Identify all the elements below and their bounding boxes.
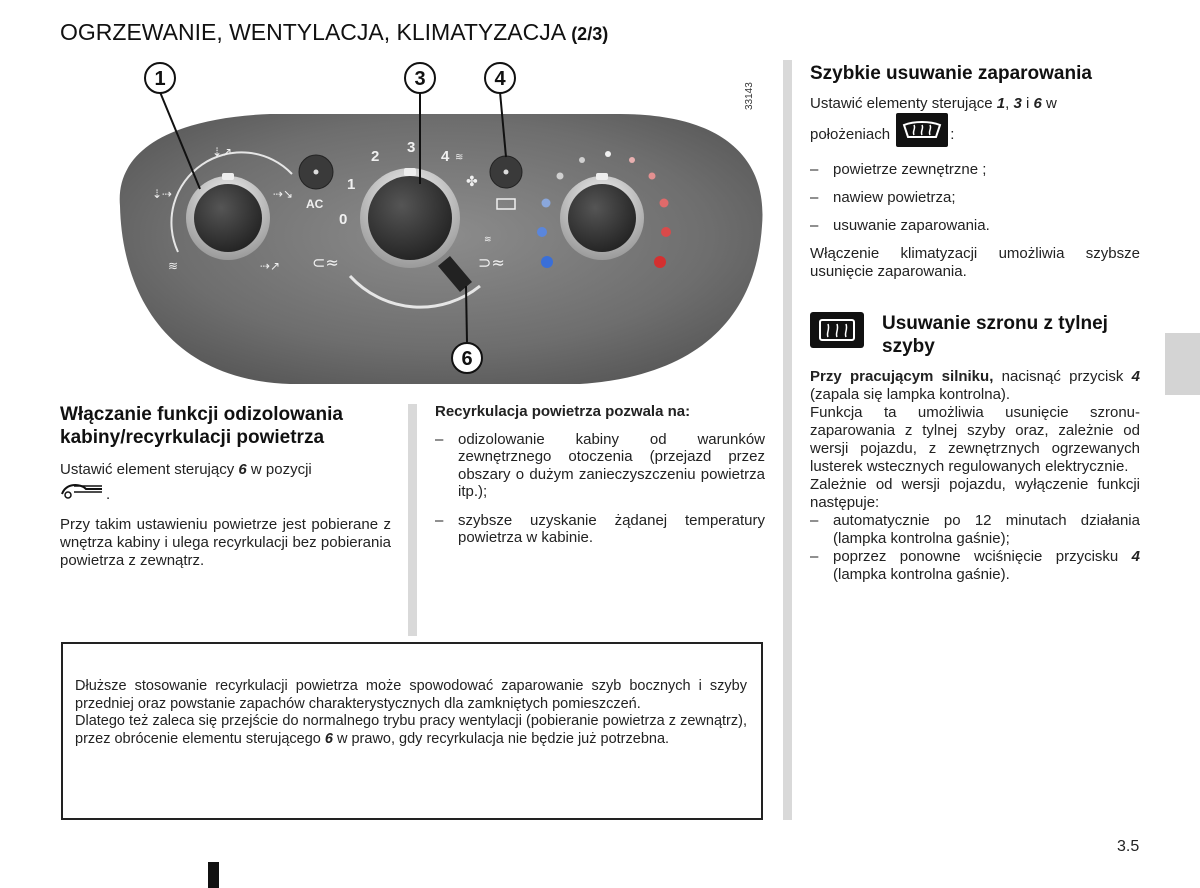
callout-4 bbox=[485, 63, 515, 93]
rear-defrost-icon bbox=[810, 312, 864, 348]
recirculation-benefits bbox=[435, 403, 765, 558]
benefits-lead: Recyrkulacja powietrza pozwala na: bbox=[435, 403, 691, 420]
instruction-text-end: w pozycji bbox=[246, 461, 312, 478]
lead-text-end: (zapala się lampka kontrolna). bbox=[810, 386, 1011, 403]
warning-note-box bbox=[61, 642, 763, 820]
callout-1-label: 1 bbox=[154, 68, 166, 90]
fast-defog-section bbox=[810, 62, 1140, 281]
windscreen-defrost-icon: ≋ bbox=[168, 259, 179, 273]
callout-3-label: 3 bbox=[414, 68, 426, 90]
list-item bbox=[810, 548, 1140, 584]
control-number-4-again: 4 bbox=[1131, 548, 1140, 565]
column-divider-1 bbox=[408, 404, 417, 636]
colon: : bbox=[950, 126, 955, 143]
recirculation-description: Przy takim ustawieniu powietrze jest pobierane z wnętrza kabiny i ulega recyrkulacji bez pobierania powietrza z zewnątrz. bbox=[60, 516, 391, 569]
note-control-number: 6 bbox=[324, 730, 333, 747]
recirculation-title: Włączanie funkcji odizolowania kabiny/recyrkulacji powietrza bbox=[60, 404, 343, 448]
recirculation-position-icon bbox=[60, 479, 106, 499]
note-paragraph-1: Dłuższe stosowanie recyrkulacji powietrza może spowodować zaparowanie szyb bocznych i szyby przedniej oraz powstanie zapachów charakterystycznych dla zamkniętych pomieszczeń. bbox=[75, 678, 747, 712]
control-number-4: 4 bbox=[1131, 368, 1140, 385]
crop-mark bbox=[208, 862, 219, 888]
fan-speed-4: 4 bbox=[441, 148, 450, 165]
list-item: – powietrze zewnętrzne ; bbox=[810, 161, 1140, 179]
list-item: – szybsze uzyskanie żądanej temperatury powietrza w kabinie. bbox=[435, 512, 765, 547]
floor-defrost-icon: ⇢↗ bbox=[260, 259, 281, 273]
callout-6-label: 6 bbox=[461, 348, 473, 370]
note-text-end: w prawo, gdy recyrkulacja nie będzie już potrzebna. bbox=[332, 730, 670, 747]
ac-button[interactable] bbox=[299, 155, 333, 189]
ac-label: AC bbox=[306, 197, 324, 211]
recirculation-instruction: Ustawić element sterujący 6 w pozycji . bbox=[60, 461, 312, 503]
fast-defog-outro: Włączenie klimatyzacji umożliwia szybsze usunięcie zaparowania. bbox=[810, 245, 1140, 280]
callout-4-label: 4 bbox=[494, 68, 506, 90]
figure-code: 33143 bbox=[744, 82, 755, 110]
page-number: 3.5 bbox=[1117, 838, 1140, 855]
control-panel-figure bbox=[60, 56, 770, 389]
control-number-1: 1 bbox=[996, 95, 1006, 112]
switchoff-list bbox=[810, 512, 1140, 584]
separator: , bbox=[1005, 95, 1014, 112]
column-divider-2 bbox=[783, 60, 792, 820]
floor-vent-icon: ⇢↘ bbox=[273, 187, 294, 201]
callout-3 bbox=[405, 63, 435, 93]
bi-level-icon: ⇣⇢ bbox=[152, 187, 173, 201]
rear-defrost-button[interactable] bbox=[490, 156, 522, 188]
callout-6 bbox=[452, 343, 482, 373]
fan-speed-1: 1 bbox=[347, 176, 356, 193]
intro-text-end: w położeniach bbox=[810, 95, 1057, 143]
fan-speed-3: 3 bbox=[407, 139, 416, 156]
note-paragraph-2 bbox=[75, 713, 747, 748]
item-text: poprzez ponowne wciśnięcie przycisku bbox=[833, 548, 1132, 565]
front-defrost-mini-icon: ≋ bbox=[455, 152, 464, 163]
fast-defog-intro bbox=[810, 95, 1140, 147]
recirculation-icon: ⊂≈ bbox=[312, 253, 339, 272]
defog-mini-icon: ≋ bbox=[484, 235, 492, 245]
page-title-text: OGRZEWANIE, WENTYLACJA, KLIMATYZACJA bbox=[60, 19, 565, 45]
callout-1 bbox=[145, 63, 175, 93]
front-defrost-icon bbox=[896, 113, 948, 147]
face-vent-icon: ⇣↗ bbox=[212, 145, 233, 159]
rear-defrost-function: Funkcja ta umożliwia usunięcie szronu-zaparowania z tylnej szyby oraz, zależnie od wersji pojazdu, z zewnętrznych ogrzewanych lusterek wstecznych regulowanych elektrycznie. bbox=[810, 404, 1140, 475]
conjunction: i bbox=[1021, 95, 1034, 112]
list-item: – usuwanie zaparowania. bbox=[810, 217, 1140, 235]
item-text-end: (lampka kontrolna gaśnie). bbox=[833, 566, 1010, 583]
list-item: – odizolowanie kabiny od warunków zewnętrznego otoczenia (przejazd przez obszary o dużym zanieczyszczeniu powietrza itp.); bbox=[435, 431, 765, 501]
list-item: – nawiew powietrza; bbox=[810, 189, 1140, 207]
intro-text: Ustawić elementy sterujące bbox=[810, 95, 997, 112]
instruction-text: Ustawić element sterujący bbox=[60, 461, 239, 478]
note-text: Dlatego też zaleca się przejście do normalnego trybu pracy wentylacji (pobieranie powietrza z zewnątrz), przez obrócenie elementu sterującego bbox=[75, 713, 747, 747]
control-number: 6 bbox=[238, 461, 247, 478]
fresh-air-icon: ⊃≈ bbox=[478, 253, 505, 272]
rear-defrost-switchoff: Zależnie od wersji pojazdu, wyłączenie funkcji następuje: bbox=[810, 476, 1140, 511]
fast-defog-title: Szybkie usuwanie zaparowania bbox=[810, 63, 1092, 84]
fan-icon: ✤ bbox=[466, 174, 478, 190]
lead-bold: Przy pracującym silniku, bbox=[810, 368, 994, 385]
fast-defog-list bbox=[810, 161, 1140, 235]
rear-defrost-body bbox=[810, 368, 1140, 584]
fan-speed-2: 2 bbox=[371, 148, 380, 165]
page-title-suffix: (2/3) bbox=[571, 24, 609, 44]
chapter-tab-marker bbox=[1165, 333, 1200, 395]
page-title bbox=[60, 19, 608, 46]
recirculation-section bbox=[60, 403, 391, 582]
rear-defrost-title: Usuwanie szronu z tylnej szyby bbox=[882, 313, 1108, 357]
benefits-list bbox=[435, 431, 765, 547]
rear-defrost-lead bbox=[810, 368, 1140, 404]
control-number-6: 6 bbox=[1033, 95, 1042, 112]
fan-speed-0: 0 bbox=[339, 211, 348, 228]
lead-text: nacisnąć przycisk bbox=[993, 368, 1132, 385]
control-number-3: 3 bbox=[1013, 95, 1022, 112]
list-item: – automatycznie po 12 minutach działania (lampka kontrolna gaśnie); bbox=[810, 512, 1140, 548]
